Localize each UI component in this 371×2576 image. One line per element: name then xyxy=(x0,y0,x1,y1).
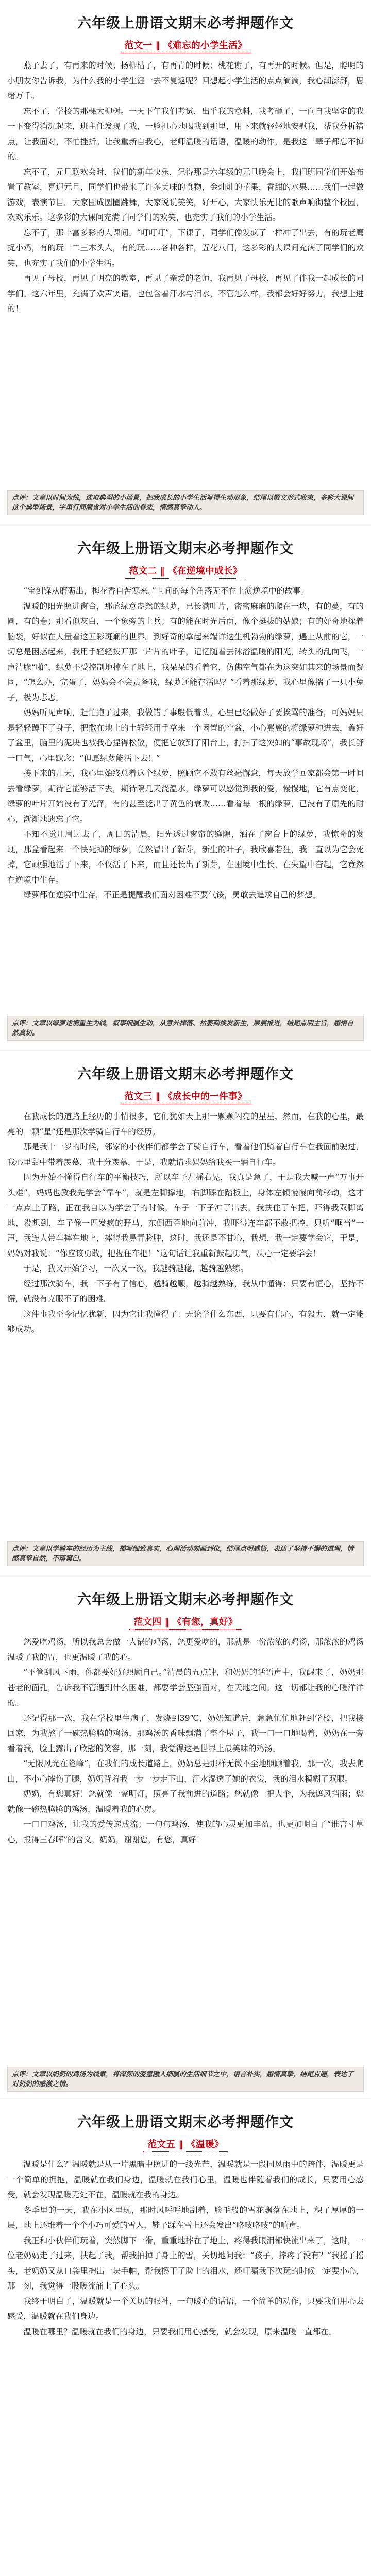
paragraph: “不管刮风下雨，你都要好好照顾自己。”清晨的五点钟，和奶奶的话语声中，我醒来了，奶奶那苍老的面孔，告诉我不管遇到什么困难，都要学会坚强面对，在天地之间。这一切都让我的心暖洋洋的。 xyxy=(7,1668,364,1707)
essay-title: 六年级上册语文期末必考押题作文 xyxy=(77,15,294,31)
essay-subtitle: 范文二 ‖ 《在逆境中成长》 xyxy=(125,565,246,579)
paragraph: 温暖的阳光照进窗台，那蓝绿意盎然的绿萝，已长满叶片，密密麻麻的爬在一块，有的蔓，有的圆，有的卷；那看似灰白，一个象旁的土兵；有的能在时光后面，像个挺拔的姑娘；有的好奇地探着脑袋，好似在大量着这五彩斑斓的世界。到好奇的拿起来端详这生机勃勃的绿萝，遇上从前的它，一切总是困惑起来，我用手轻轻拨开那一片片的叶子，记忆随着去沐浴温暖的阳光，转头的乱向飞，一声清脆“啪”，绿萝不受控制地掉在了地上，我呆呆的看着它，仿佛空气都在为这突如其来的场景而凝固，“怎么办，完蛋了，妈妈会不会责备我，绿萝还能存活吗？”看着那绿萝，我心里像揣了一只小兔子，极为忐忑。 xyxy=(7,601,364,702)
paragraph: 忘不了，学校的那棵大柳树。一天下午我们考试，出乎我的意料，我考砸了，一向自我坚定的我一下变得消沉起来，班主任发现了我，一脸担心地喝我到那里，用下来就轻轻地安慰我，帮我分析错点，让我面对，不怕挫折。让我重新自我心，老师温暖的话语，温暖的动作，是我这一辈子都忘不掉的。 xyxy=(7,106,364,161)
paragraph: 忘不了，元旦联欢会时，我们的新年快乐，记得那是六年级的元旦晚会上，我们班同学们开始布置了教室，喜迎元旦，同学们也带来了许多美味的食物，金灿灿的苹果，香甜的水果……我们一起做游戏，表演节目。大家围成圆圈跳舞，大家说说笑笑，好开心，大家快乐无比的歌声响彻整个校园，欢欢乐乐。这多彩的大课间充满了同学们的欢笑，也充实了我们的小学生活。 xyxy=(7,167,364,222)
paragraph: 在我成长的道路上经历的事情很多，它们犹如天上那一颗颗闪亮的星星，然而，在我的心里，最亮的一颗“星”还是那次学骑自行车的经历。 xyxy=(7,1112,364,1137)
essay-subtitle: 范文三 ‖ 《成长中的一件事》 xyxy=(120,1090,251,1104)
essay-subtitle: 范文一 ‖ 《难忘的小学生活》 xyxy=(120,39,251,53)
paragraph: 奶奶，有您真好！您就像一盏明灯，照亮了我前进的道路；您就像一把大伞，为我遮风挡雨；您就像一碗热腾腾的鸡汤，温暖着我的心房。 xyxy=(7,1789,364,1814)
essay-5 xyxy=(0,2099,371,2576)
essay-subtitle: 范文四 ‖ 《有您，真好》 xyxy=(129,1616,242,1630)
essay-2 xyxy=(0,526,371,1050)
paragraph: 燕子去了，有再来的时候；杨柳枯了，有再青的时候；桃花谢了，有再开的时候。但是，聪明的小朋友你告诉我，为什么我的小学生涯一去不复返呢？回想起小学生活的点点滴滴，我心潮澎湃，思绪万千。 xyxy=(7,61,364,100)
paragraph: 妈妈听见声响，赶忙跑了过来，我做错了事般低着头，心里已经做好了要挨骂的准备，可妈妈只是轻轻蹲下了身子，把撒在地上的土轻轻用手拿来一个闲置的空盆，小心翼翼的将绿萝种进去，盖好了盆里，脑里的泥块也被我心捏得松散，便把它放到了阳台上，打扫了这突如的“事故现场”，我长舒一口气，心里默念：“但愿绿萝能活下去！” xyxy=(7,708,364,763)
paragraph: 我终于明白了，温暖就是一个关切的眼神，一句暖心的话语，一个简单的动作，只要我们用心去感受，温暖就在我们身边。 xyxy=(7,2296,364,2321)
paragraph: 忘不了，那丰富多彩的大课间。“叮叮叮”，下课了，同学们像发疯了一样冲了出去，有的玩老鹰捉小鸡，有的玩一二三木头人，有的玩……各种各样，五花八门，这多彩的大课间充满了同学们的欢笑，也充实了我们的小学生活。 xyxy=(7,228,364,268)
paragraph: 不知不觉几周过去了，周日的清晨，阳光透过窗帘的缝隙，洒在了窗台上的绿萝，我惊奇的发现，那盆看起来一个快死掉的绿萝，竟然冒出了新芽，新生的叶子，我欣喜若狂，我一直以为它会死掉，它顽强地活了下来，不仅活了下来，而且还长出了新芽，在困境中生长，在失望中奋起，它竟然在逆境中生存。 xyxy=(7,829,364,885)
paragraph: 我正和小伙伴们玩着，突然脚下一滑，重重地摔在了地上，疼得我眼泪都快流出来了，这时，一位老奶奶走了过来，扶起了我，帮我拍掉了身上的雪，关切地问我：“孩子，摔疼了没有？”我摇了摇头，老奶奶又从口袋里掏出一块手帕，帮我擦干了脸上的泪水，还叮嘱我下次玩的时候一定要小心，那一刻，我觉得一股暖流涌上了心头。 xyxy=(7,2235,364,2291)
paragraph: 绿萝都在逆境中生存，不正是提醒我们面对困难不要气馁，勇敢去追求自己的梦想。 xyxy=(23,890,321,900)
watermark: 精品教育 xyxy=(259,1211,329,1269)
essay-4 xyxy=(0,1577,371,2101)
paragraph: 于是，我又开始学习，一次又一次，我越骑越稳，越骑越熟练。 xyxy=(23,1264,248,1273)
paragraph: 冬季里的一天，我在小区里玩，那时风呼呼地刮着，脸毛般的雪花飘落在地上，积了厚厚的一层，地上还堆着一个个小巧可爱的雪人，鞋子踩在雪上还会发出“咯吱咯吱”的响声。 xyxy=(7,2205,364,2230)
paragraph: 您爱吃鸡汤，所以我总会做一大锅的鸡汤，您更爱吃的，那就是一份浓浓的鸡汤，那浓浓的鸡汤温暖了我的胃，也更温暖了我的心。 xyxy=(7,1637,364,1662)
paragraph: 温暖在哪里？温暖就在我们的身边，只要我们用心感受，就会发现，原来温暖一直都在。 xyxy=(23,2327,337,2336)
essay-1 xyxy=(0,0,371,524)
paragraph: 一口口鸡汤，让我的爱传递成流；一句句鸡汤，使我的心灵更加丰盈，也更加明白了“谁言寸草心，报得三春晖”的含义，奶奶，谢谢您，有您，真好！ xyxy=(7,1820,364,1844)
essay-3 xyxy=(0,1051,371,1575)
paragraph: 再见了母校，再见了明亮的教室，再见了亲爱的老师，我再见了母校，再见了伴我一起成长的同学们。这六年里，充满了欢声笑语，也包含着汗水与泪水，不管怎么样，我都会好好努力，我想上进的！ xyxy=(7,274,364,313)
commentary-box: 点评：文章以学骑车的经历为主线，描写细致真实，心理活动刻画到位，结尾点明感悟，表达了坚持不懈的道理，情感真挚自然，不落窠臼。 xyxy=(7,1541,364,1566)
commentary-box: 点评：文章以绿萝逆境重生为线，叙事细腻生动，从意外摔落、枯萎到焕发新生，层层推进，结尾点明主旨，感悟自然真切。 xyxy=(7,1016,364,1041)
essay-subtitle: 范文五 ‖ 《温暖》 xyxy=(143,2138,228,2152)
paragraph: 接下来的几天，我心里始终总着这个绿萝，照顾它不敢有丝毫懈怠，每天放学回家都会第一时间去看绿萝，期待它能够活下去，期待隔几天浇温水，绿萝可以感觉到我的爱，慢慢地，它有点变化，绿萝的叶片开始没有了光泽，有的甚至泛出了黄色的衰败……看着每一根的绿萝，已没有了原先的耐心，渐渐地遗忘了它。 xyxy=(7,769,364,824)
commentary-box: 点评：文章以奶奶的鸡汤为线索，将深深的爱意融入细腻的生活细节之中，语言朴实，感情真挚，结尾点题，表达了对奶奶的感激之情。 xyxy=(7,2067,364,2092)
essay-title: 六年级上册语文期末必考押题作文 xyxy=(77,541,294,557)
paragraph: 经过那次骑车，我一下子有了信心，越骑越顺，越骑越熟练，我从中懂得：只要有恒心，坚持不懈，就没有克服不了的困难。 xyxy=(7,1279,364,1303)
essay-title: 六年级上册语文期末必考押题作文 xyxy=(77,1592,294,1608)
paragraph: “无限风光在险峰”，在我们的成长道路上，奶奶总是那样无微不至地照顾着我，那一次，我去爬山，不小心摔伤了腿，奶奶背着我一步一步走下山，汗水湿透了她的衣裳，我的泪水模糊了双眼。 xyxy=(7,1759,364,1784)
paragraph: 因为开始不懂得自行车的平衡技巧，所以车子左摇右晃，我真是急了，于是我大喊一声“万事开头难”，妈妈也教我先学会“靠车”，就是左脚撑地，右脚踩在踏板上，身体左倾慢慢向前移动，这才一点点上了路，正在我自以为学会了的时候，车子一下子冲了出去，我扶住了车把，吓得我双脚离地，没想到，车子像一匹发疯的野马，东倒西歪地向前冲，我吓得连车都不敢把控，只听“哐当”一声，我连人带车摔在地上，摔得我鼻青脸肿，这时，我还是不甘心，我想，我一定要学会它，于是，妈妈对我说：“你应该勇敢，把握住车把！”这句话让我重新鼓起勇气，决心一定要学会！ xyxy=(7,1173,364,1258)
essay-title: 六年级上册语文期末必考押题作文 xyxy=(77,2114,294,2130)
paragraph: 这件事我至今记忆犹新，因为它让我懂得了：无论学什么东西，只要有信心，有毅力，就一定能够成功。 xyxy=(7,1309,364,1334)
essay-title: 六年级上册语文期末必考押题作文 xyxy=(77,1066,294,1082)
paragraph: 还记得那一次，我在学校里生病了，发烧到39℃，奶奶知道后，急急忙忙地赶到学校，把我接回家，为我熬了一碗热腾腾的鸡汤，那鸡汤的香味飘满了整个屋子，我一口一口地喝着，奶奶在一旁看着我，脸上露出了欣慰的笑容，那一刻，我觉得这是世界上最美味的鸡汤。 xyxy=(7,1713,364,1753)
commentary-box: 点评：文章以时间为线，选取典型的小场景，把我成长的小学生活写得生动形象，结尾以散文形式收束，多彩大课间这个典型场景，字里行间满含对小学生活的眷恋，情感真挚动人。 xyxy=(7,490,364,515)
paragraph: 那是我十一岁的时候，邻家的小伙伴们都学会了骑自行车，看着他们骑着自行车在我面前驶过，我心里甜中带着羡慕，我十分羡慕，于是，我就请求妈妈给我买一辆自行车。 xyxy=(7,1142,364,1167)
paragraph: “宝剑锋从磨砺出，梅花香自苦寒来。”世间的每个角落无不在上演逆境中的故事。 xyxy=(23,586,309,596)
paragraph: 温暖是什么？温暖就是从一片黑暗中照进的一缕光芒，温暖就是一段同风雨中的陪伴，温暖更是一个简单的拥抱，温暖就在我们身边，温暖就在我们心里，温暖也伴随着我们的成长，只要用心感受，就会发现温暖无处不在，温暖就在我的身边。 xyxy=(7,2160,364,2199)
